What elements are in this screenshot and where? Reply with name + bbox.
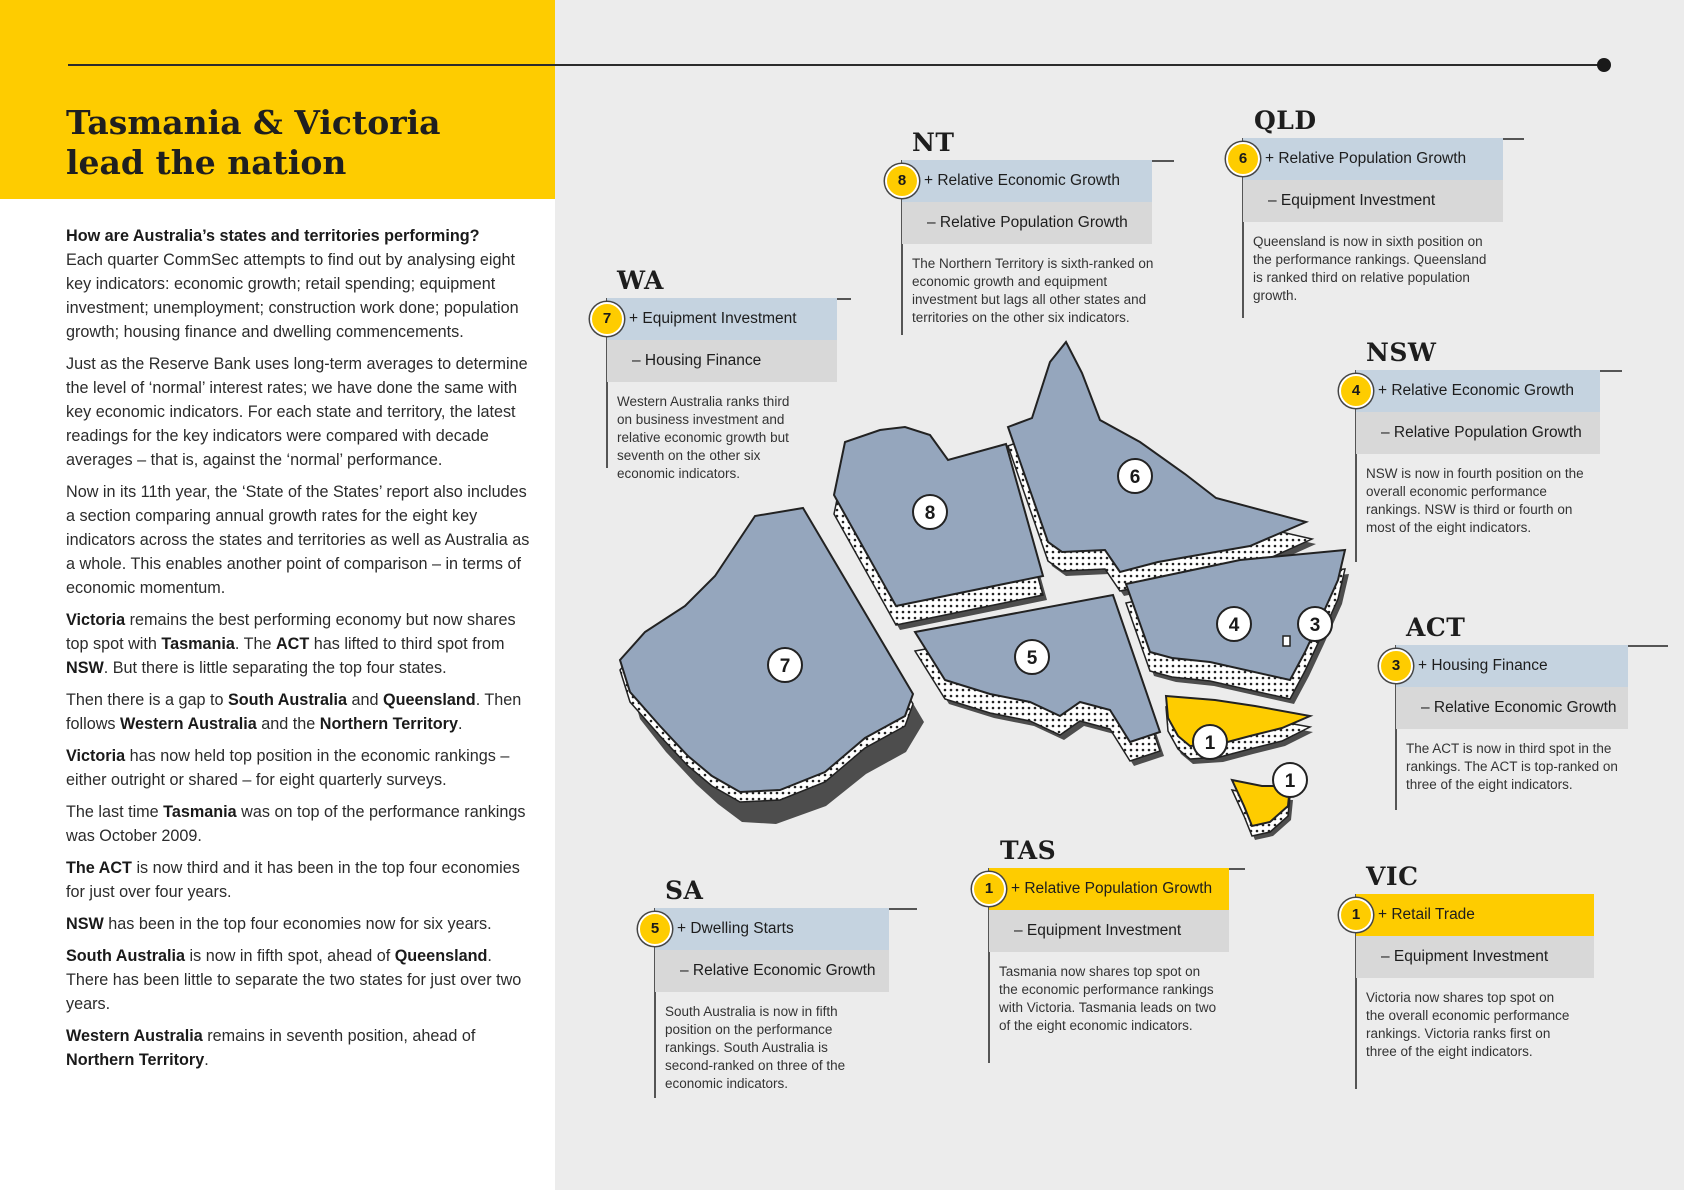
rank-badge-tas: 1 (972, 872, 1006, 906)
weakness-nsw: – Relative Population Growth (1356, 412, 1600, 454)
paragraph-text: is now in fifth spot, ahead of (185, 947, 395, 965)
emphasis-text: South Australia (227, 691, 348, 709)
rank-badge-nt: 8 (885, 164, 919, 198)
paragraph-3: Now in its 11th year, the ‘State of the States’ report also includes a section comparing annual growth rates for the eight key indicators across the states and territories as well as Australia as a whole. This enables another point of comparison – in terms of economic momentum. (66, 483, 530, 597)
rank-badge-nsw: 4 (1339, 374, 1373, 408)
emphasis-text: Victoria (66, 611, 126, 629)
emphasis-text: Western Australia (66, 1027, 203, 1045)
emphasis-text: Queensland (383, 691, 476, 709)
weakness-wa: – Housing Finance (607, 340, 837, 382)
map-rank-wa: 7 (779, 656, 791, 677)
emphasis-text: Northern Territory (66, 1051, 205, 1069)
paragraph-text: . But there is little separating the top four states. (103, 659, 447, 677)
rank-badge-sa: 5 (638, 912, 672, 946)
description-act: The ACT is now in third spot in the rankings. The ACT is top-ranked on three of the eight indicators. (1406, 741, 1618, 792)
state-panel-vic (1340, 863, 1630, 1093)
state-code-nsw: NSW (1366, 338, 1437, 367)
paragraph-2: Just as the Reserve Bank uses long-term averages to determine the level of ‘normal’ interest rates; we have done the same with key economic indicators. For each state and territory, the latest readings for the key indicators were compared with decade averages – that is, against the ‘normal’ performance. (66, 355, 528, 469)
emphasis-text: Tasmania (163, 803, 237, 821)
map-state-tas[interactable] (1232, 763, 1307, 840)
map-rank-qld: 6 (1129, 467, 1141, 488)
state-panel-act (1380, 614, 1680, 814)
weakness-nt: – Relative Population Growth (902, 202, 1152, 244)
strength-tas: + Relative Population Growth (989, 868, 1229, 910)
description-sa: South Australia is now in fifth position on the performance rankings. South Australia is second-ranked on three of the economic indicators. (665, 1004, 846, 1091)
emphasis-text: South Australia (66, 947, 186, 965)
map-rank-tas: 1 (1284, 771, 1296, 792)
paragraph-text: remains in seventh position, ahead of (202, 1027, 476, 1045)
strength-act: + Housing Finance (1396, 645, 1628, 687)
paragraph-text: was on top of the performance rankings was October 2009. (66, 803, 526, 845)
map-state-sa[interactable] (915, 595, 1164, 766)
paragraph-text: . (457, 715, 463, 733)
paragraph-text: Then there is a gap to (66, 691, 228, 709)
map-rank-sa: 5 (1026, 648, 1038, 669)
paragraph-text: has been in the top four economies now for six years. (103, 915, 492, 933)
paragraph-text: . (204, 1051, 209, 1069)
description-vic: Victoria now shares top spot on the overall economic performance rankings. Victoria ranks first on three of the eight indicators. (1366, 990, 1570, 1059)
weakness-act: – Relative Economic Growth (1396, 687, 1628, 729)
map-rank-act: 3 (1309, 615, 1321, 636)
paragraph-text: . The (234, 635, 276, 653)
state-panel-nt (884, 129, 1184, 339)
title-line-1: Tasmania & Victoria (66, 103, 441, 142)
description-nsw: NSW is now in fourth position on the overall economic performance rankings. NSW is third or fourth on most of the eight indicators. (1366, 466, 1584, 535)
paragraph-text: and the (256, 715, 320, 733)
description-wa: Western Australia ranks third on business investment and relative economic growth but seventh on the other six economic indicators. (617, 394, 790, 481)
paragraph-text: . Then follows (66, 691, 522, 733)
map-rank-vic: 1 (1204, 733, 1216, 754)
rank-badge-vic: 1 (1339, 898, 1373, 932)
intro-text: Each quarter CommSec attempts to find out by analysing eight key indicators: economic growth; retail spending; equipment investment; unemployment; construction work done; population growth; housing finance and dwelling commencements. (66, 251, 519, 341)
map-state-vic[interactable] (1166, 696, 1313, 764)
strength-wa: + Equipment Investment (607, 298, 837, 340)
strength-qld: + Relative Population Growth (1243, 138, 1503, 180)
paragraph-text: remains the best performing economy but now shares top spot with (66, 611, 516, 653)
emphasis-text: Western Australia (119, 715, 257, 733)
state-panel-wa (589, 267, 869, 497)
map-rank-nsw: 4 (1228, 615, 1240, 636)
rank-badge-qld: 6 (1226, 142, 1260, 176)
state-code-nt: NT (912, 128, 955, 157)
description-qld: Queensland is now in sixth position on the performance rankings. Queensland is ranked third on relative population growth. (1253, 234, 1487, 303)
state-panel-tas (972, 837, 1252, 1067)
title-line-2: lead the nation (66, 143, 347, 182)
intro-question: How are Australia’s states and territories performing? (66, 227, 480, 245)
state-panel-sa (637, 877, 927, 1102)
state-panel-nsw (1340, 339, 1630, 564)
state-code-sa: SA (665, 876, 704, 905)
paragraph-text: has lifted to third spot from (309, 635, 505, 653)
paragraph-text: is now third and it has been in the top four economies for just over four years. (66, 859, 520, 901)
emphasis-text: Northern Territory (319, 715, 458, 733)
state-panel-qld (1226, 107, 1536, 322)
emphasis-text: Victoria (66, 747, 126, 765)
state-code-qld: QLD (1254, 106, 1317, 135)
weakness-sa: – Relative Economic Growth (655, 950, 889, 992)
emphasis-text: NSW (66, 659, 104, 677)
rank-badge-act: 3 (1379, 649, 1413, 683)
description-tas: Tasmania now shares top spot on the economic performance rankings with Victoria. Tasmania leads on two of the eight economic indicators. (999, 964, 1217, 1033)
rank-badge-wa: 7 (590, 302, 624, 336)
strength-nsw: + Relative Economic Growth (1356, 370, 1600, 412)
state-code-wa: WA (617, 266, 664, 295)
strength-vic: + Retail Trade (1356, 894, 1594, 936)
paragraph-text: and (347, 691, 384, 709)
map-rank-nt: 8 (924, 503, 936, 524)
state-code-act: ACT (1406, 613, 1466, 642)
strength-nt: + Relative Economic Growth (902, 160, 1152, 202)
emphasis-text: Queensland (394, 947, 488, 965)
state-code-tas: TAS (1000, 836, 1057, 865)
map-act-outline (1283, 636, 1290, 646)
paragraph-text: has now held top position in the economic rankings – either outright or shared – for eight quarterly surveys. (66, 747, 510, 789)
emphasis-text: ACT (275, 635, 310, 653)
emphasis-text: Tasmania (161, 635, 235, 653)
paragraph-text: . There has been little to separate the two states for just over two years. (66, 947, 522, 1013)
emphasis-text: NSW (66, 915, 104, 933)
description-nt: The Northern Territory is sixth-ranked on economic growth and equipment investment but lags all other states and territories on the other six indicators. (912, 256, 1154, 325)
state-code-vic: VIC (1366, 862, 1419, 891)
weakness-vic: – Equipment Investment (1356, 936, 1594, 978)
weakness-qld: – Equipment Investment (1243, 180, 1503, 222)
emphasis-text: The ACT (66, 859, 132, 877)
paragraph-text: The last time (66, 803, 164, 821)
strength-sa: + Dwelling Starts (655, 908, 889, 950)
weakness-tas: – Equipment Investment (989, 910, 1229, 952)
